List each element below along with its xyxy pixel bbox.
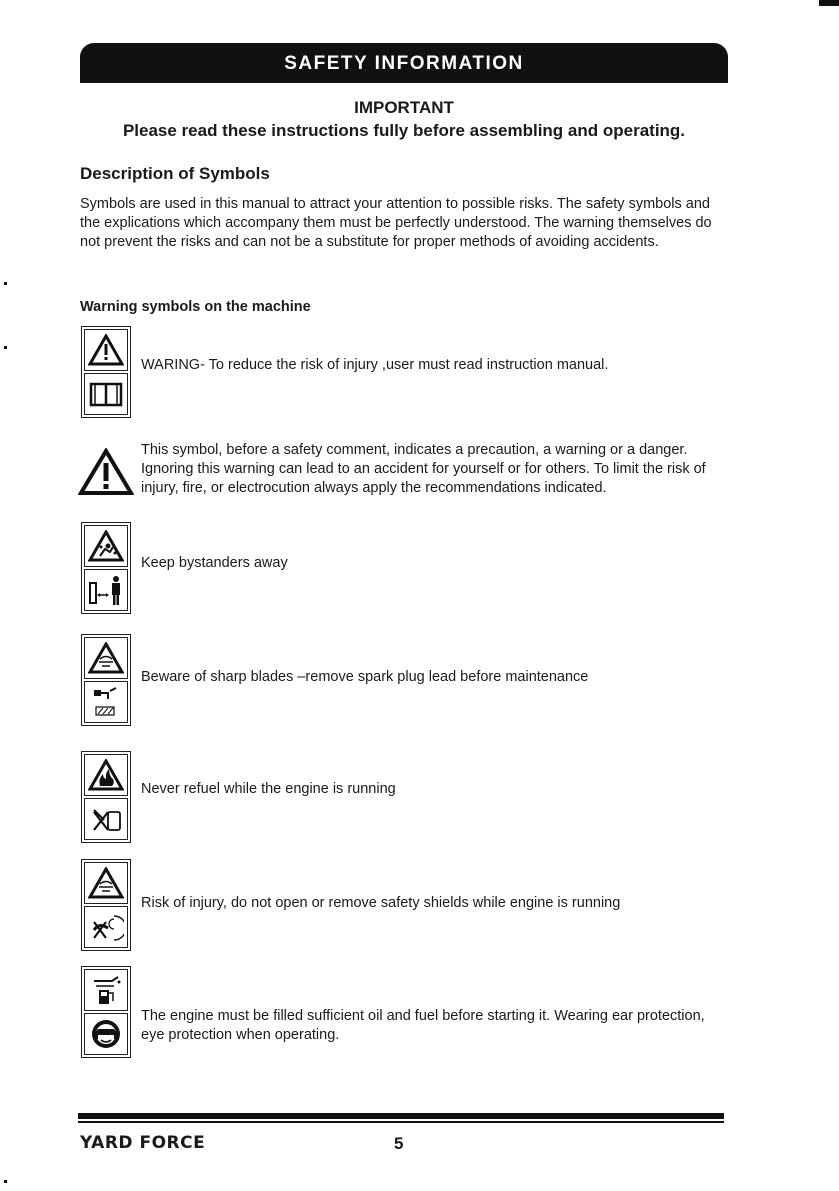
general-warning-text: This symbol, before a safety comment, indicates a precaution, a warning or a danger. Ignoring this warning can lead to an accident for yourself or for others. To limit the risk of injury, fire, or electrocution always apply the recommendations indicated. bbox=[141, 442, 706, 496]
spark-plug-icon bbox=[84, 681, 128, 723]
description-heading: Description of Symbols bbox=[80, 164, 270, 183]
margin-dot bbox=[4, 346, 7, 349]
oil-fuel-icon bbox=[84, 969, 128, 1011]
warning-triangle-icon bbox=[78, 448, 134, 496]
bystander-distance-icon bbox=[84, 569, 128, 611]
warning-blade-icon bbox=[84, 862, 128, 904]
warning-blade-icon bbox=[84, 637, 128, 679]
safety-shields-text: Risk of injury, do not open or remove safety shields while engine is running bbox=[141, 895, 621, 911]
footer-rule bbox=[78, 1121, 724, 1123]
symbol-read-manual-text: WARING- To reduce the risk of injury ,user must read instruction manual. bbox=[141, 357, 609, 373]
no-refuel-text: Never refuel while the engine is running bbox=[141, 781, 396, 797]
symbol-sharp-blades bbox=[81, 634, 131, 726]
margin-dot bbox=[4, 1180, 7, 1183]
no-refuel-icon bbox=[84, 798, 128, 840]
symbol-oil-fuel-protection bbox=[81, 966, 131, 1058]
symbol-safety-shields bbox=[81, 859, 131, 951]
footer-rule bbox=[78, 1113, 724, 1119]
symbol-read-manual bbox=[81, 326, 131, 418]
no-hand-icon bbox=[84, 906, 128, 948]
brand-logo: YARD FORCE bbox=[80, 1133, 206, 1153]
sharp-blades-text: Beware of sharp blades –remove spark plug lead before maintenance bbox=[141, 669, 589, 685]
oil-fuel-protection-text: The engine must be filled sufficient oil and fuel before starting it. Wearing ear protection, eye protection when operating. bbox=[141, 1008, 705, 1043]
read-instructions-notice: Please read these instructions fully before assembling and operating. bbox=[122, 121, 686, 140]
section-banner: SAFETY INFORMATION bbox=[80, 43, 728, 83]
margin-dot bbox=[4, 282, 7, 285]
warning-thrown-object-icon bbox=[84, 525, 128, 567]
ear-eye-protection-icon bbox=[84, 1013, 128, 1055]
warning-fire-icon bbox=[84, 754, 128, 796]
description-paragraph: Symbols are used in this manual to attract your attention to possible risks. The safety symbols and the explications which accompany them must be perfectly understood. The warning themselves do not prevent the risks and can not be a substitute for proper methods of avoiding accidents. bbox=[80, 196, 712, 250]
page-number: 5 bbox=[394, 1134, 404, 1153]
symbol-no-refuel bbox=[81, 751, 131, 843]
warning-triangle-icon bbox=[84, 329, 128, 371]
important-heading: IMPORTANT bbox=[354, 98, 454, 117]
book-icon bbox=[84, 373, 128, 415]
symbol-keep-bystanders-away bbox=[81, 522, 131, 614]
warning-symbols-heading: Warning symbols on the machine bbox=[80, 299, 311, 315]
keep-bystanders-away-text: Keep bystanders away bbox=[141, 555, 288, 571]
corner-registration-mark bbox=[819, 0, 839, 6]
